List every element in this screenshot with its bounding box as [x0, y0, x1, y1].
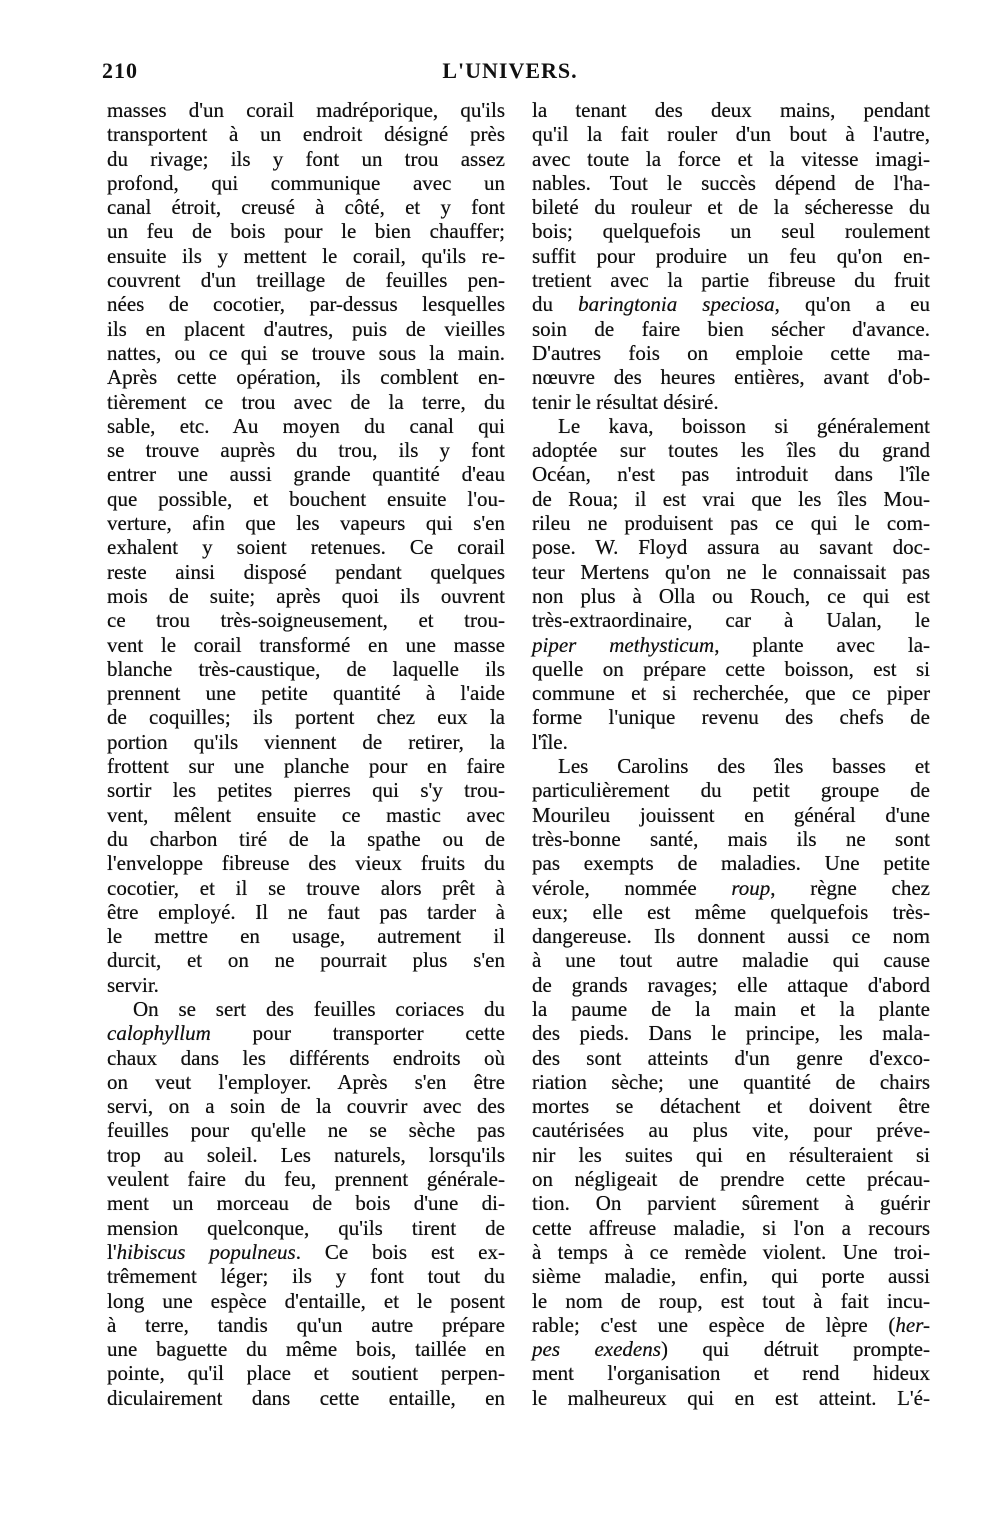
- text-segment: servi, on a soin de la couvrir avec des: [107, 1094, 505, 1119]
- text-line: [532, 973, 930, 997]
- text-segment: on veut l'employer. Après s'en être: [107, 1069, 505, 1094]
- text-segment: avec toute la force et la vitesse imagi-: [532, 146, 930, 171]
- text-segment: cocotier, et il se trouve alors prêt à: [107, 875, 505, 900]
- text-line: [107, 681, 505, 705]
- text-segment: veulent faire du feu, prennent générale-: [107, 1167, 505, 1192]
- text-line: [107, 730, 505, 754]
- text-line: [107, 390, 505, 414]
- text-line: [107, 584, 505, 608]
- text-line: [107, 1118, 505, 1142]
- text-segment: long une espèce d'entaille, et le posent: [107, 1288, 505, 1313]
- text-segment: à une tout autre maladie qui cause: [532, 948, 930, 973]
- text-line: [107, 1386, 505, 1410]
- text-line: [532, 778, 930, 802]
- text-line: [532, 219, 930, 243]
- text-segment: canal étroit, creusé à côté, et y font: [107, 195, 505, 220]
- text-line: [532, 705, 930, 729]
- text-line: [532, 997, 930, 1021]
- text-line: [532, 851, 930, 875]
- text-segment: du rivage; ils y font un trou assez: [107, 146, 505, 171]
- italic-term: roup: [731, 875, 771, 900]
- text-segment: de Roua; il est vrai que les îles Mou-: [532, 486, 930, 511]
- text-segment: portion qu'ils viennent de retirer, la: [107, 729, 505, 754]
- text-line: [532, 268, 930, 292]
- text-line: [107, 924, 505, 948]
- text-line: [107, 122, 505, 146]
- text-segment: eux; elle est même quelquefois très-: [532, 899, 930, 924]
- text-line: [107, 98, 505, 122]
- text-line: [107, 1094, 505, 1118]
- text-segment: soin de faire bien sécher d'avance.: [532, 316, 930, 341]
- text-line: [532, 171, 930, 195]
- text-segment: de grands ravages; elle attaque d'abord: [532, 972, 930, 997]
- text-line: [107, 657, 505, 681]
- italic-term: baringtonia speciosa: [578, 292, 775, 317]
- text-line: [532, 827, 930, 851]
- text-line: [107, 268, 505, 292]
- text-segment: commune et si recherchée, que ce piper: [532, 681, 930, 706]
- text-line: [532, 365, 930, 389]
- text-segment: mois de suite; après quoi ils ouvrent: [107, 583, 505, 608]
- text-line: [107, 900, 505, 924]
- text-segment: adoptée sur toutes les îles du grand: [532, 438, 930, 463]
- text-line: [107, 414, 505, 438]
- text-line: [532, 1070, 930, 1094]
- text-line: [107, 341, 505, 365]
- text-segment: un feu de bois pour le bien chauffer;: [107, 219, 505, 244]
- text-line: [107, 1070, 505, 1094]
- text-line: [107, 754, 505, 778]
- text-segment: tièrement ce trou avec de la terre, du: [107, 389, 505, 414]
- text-segment: nées de cocotier, par-dessus lesquelles: [107, 292, 505, 317]
- text-segment: sortir les petites pierres qui s'y trou-: [107, 778, 505, 803]
- text-line: [107, 803, 505, 827]
- text-segment: mortes se détachent et doivent être: [532, 1094, 930, 1119]
- text-line: [532, 1191, 930, 1215]
- text-segment: le mettre en usage, autrement il: [107, 924, 505, 949]
- text-line: [107, 1289, 505, 1313]
- text-segment: cautérisées au plus vite, pour préve-: [532, 1118, 930, 1143]
- text-line: [532, 633, 930, 657]
- text-segment: durcit, et on ne pourrait plus s'en: [107, 948, 505, 973]
- text-line: [532, 1021, 930, 1045]
- text-line: [107, 1046, 505, 1070]
- text-segment: ils en placent d'autres, puis de vieilles: [107, 316, 505, 341]
- text-segment: cette affreuse maladie, si l'on a recours: [532, 1215, 930, 1240]
- text-segment: frottent sur une planche pour en faire: [107, 754, 505, 779]
- text-line: [532, 438, 930, 462]
- text-line: [107, 511, 505, 535]
- text-segment: exhalent y soient retenues. Ce corail: [107, 535, 505, 560]
- text-segment: Les Carolins des îles basses et: [558, 754, 930, 779]
- text-line: [107, 827, 505, 851]
- text-line: [107, 608, 505, 632]
- text-line: [107, 195, 505, 219]
- text-line: [532, 1167, 930, 1191]
- text-segment: l'enveloppe fibreuse des vieux fruits du: [107, 851, 505, 876]
- text-line: [532, 924, 930, 948]
- text-segment: transportent à un endroit désigné près: [107, 122, 505, 147]
- text-segment: sable, etc. Au moyen du canal qui: [107, 413, 505, 438]
- text-segment: nir les suites qui en résulteraient si: [532, 1142, 930, 1167]
- text-line: [107, 1216, 505, 1240]
- text-line: [532, 560, 930, 584]
- text-segment: du charbon tiré de la spathe ou de: [107, 826, 505, 851]
- italic-term: calophyllum: [107, 1021, 211, 1046]
- text-segment: ce trou très-soigneusement, et trou-: [107, 608, 505, 633]
- text-line: [107, 705, 505, 729]
- text-line: [532, 1264, 930, 1288]
- text-line: [532, 487, 930, 511]
- text-segment: particulièrement du petit groupe de: [532, 778, 930, 803]
- text-line: [532, 244, 930, 268]
- text-line: [532, 292, 930, 316]
- text-segment: à terre, tandis qu'un autre prépare: [107, 1312, 505, 1337]
- text-line: [532, 948, 930, 972]
- text-segment: , règne chez: [770, 875, 930, 900]
- text-segment: D'autres fois on emploie cette ma-: [532, 340, 930, 365]
- text-segment: Après cette opération, ils comblent en-: [107, 365, 505, 390]
- italic-term: hibiscus populneus: [116, 1239, 296, 1264]
- text-segment: Le kava, boisson si généralement: [558, 413, 930, 438]
- text-segment: verture, afin que les vapeurs qui s'en: [107, 511, 505, 536]
- text-line: [107, 171, 505, 195]
- text-segment: qu'il la fait rouler d'un bout à l'autre,: [532, 122, 930, 147]
- text-segment: reste ainsi disposé pendant quelques: [107, 559, 505, 584]
- text-line: [532, 1289, 930, 1313]
- text-line: [107, 1167, 505, 1191]
- text-segment: on négligeait de prendre cette précau-: [532, 1167, 930, 1192]
- text-line: [107, 973, 505, 997]
- text-segment: . Ce bois est ex-: [295, 1239, 505, 1264]
- text-segment: vent le corail transformé en une masse: [107, 632, 505, 657]
- text-segment: bois; quelquefois un seul roulement: [532, 219, 930, 244]
- italic-term: her-: [895, 1312, 930, 1337]
- text-segment: vent, mêlent ensuite ce mastic avec: [107, 802, 505, 827]
- text-line: [532, 803, 930, 827]
- text-line: [532, 414, 930, 438]
- text-segment: blanche très-caustique, de laquelle ils: [107, 656, 505, 681]
- text-segment: prennent une petite quantité à l'aide: [107, 681, 505, 706]
- text-line: [107, 1240, 505, 1264]
- italic-term: piper methysticum: [532, 632, 715, 657]
- text-line: [107, 487, 505, 511]
- text-segment: trêmement léger; ils y font tout du: [107, 1264, 505, 1289]
- text-segment: non plus à Olla ou Rouch, ce qui est: [532, 583, 930, 608]
- text-line: [532, 122, 930, 146]
- text-segment: ensuite ils y mettent le corail, qu'ils re-: [107, 243, 505, 268]
- text-segment: riation sèche; une quantité de chairs: [532, 1069, 930, 1094]
- text-segment: que possible, et bouchent ensuite l'ou-: [107, 486, 505, 511]
- text-segment: sième maladie, enfin, qui porte aussi: [532, 1264, 930, 1289]
- text-segment: l'île.: [532, 729, 568, 754]
- text-line: [107, 365, 505, 389]
- text-segment: diculairement dans cette entaille, en: [107, 1385, 505, 1410]
- text-line: [532, 1216, 930, 1240]
- text-line: [532, 317, 930, 341]
- text-segment: ) qui détruit prompte-: [660, 1337, 930, 1362]
- text-line: [107, 1143, 505, 1167]
- text-segment: couvrent d'un treillage de feuilles pen-: [107, 268, 505, 293]
- text-segment: Mourileu jouissent en général d'une: [532, 802, 930, 827]
- text-segment: à temps à ce remède violent. Une troi-: [532, 1239, 930, 1264]
- text-segment: tretient avec la partie fibreuse du fruit: [532, 268, 930, 293]
- text-segment: On se sert des feuilles coriaces du: [133, 996, 505, 1021]
- text-line: [532, 754, 930, 778]
- text-segment: vérole, nommée: [532, 875, 732, 900]
- text-segment: des sont atteints d'un genre d'exco-: [532, 1045, 930, 1070]
- text-segment: très-extraordinaire, car à Ualan, le: [532, 608, 930, 633]
- text-segment: tion. On parvient sûrement à guérir: [532, 1191, 930, 1216]
- text-segment: Océan, n'est pas introduit dans l'île: [532, 462, 930, 487]
- text-segment: chaux dans les différents endroits où: [107, 1045, 505, 1070]
- text-segment: servir.: [107, 972, 159, 997]
- text-line: [532, 390, 930, 414]
- text-line: [532, 1313, 930, 1337]
- text-line: [107, 876, 505, 900]
- text-segment: l': [107, 1239, 117, 1264]
- text-line: [532, 462, 930, 486]
- text-line: [107, 1021, 505, 1045]
- text-segment: le malheureux qui en est atteint. L'é-: [532, 1385, 930, 1410]
- text-segment: ment un morceau de bois d'une di-: [107, 1191, 505, 1216]
- text-line: [532, 876, 930, 900]
- text-segment: quelle on prépare cette boisson, est si: [532, 656, 930, 681]
- text-line: [532, 657, 930, 681]
- text-segment: nattes, ou ce qui se trouve sous la main.: [107, 340, 505, 365]
- text-segment: feuilles pour qu'elle ne se sèche pas: [107, 1118, 505, 1143]
- text-line: [532, 1143, 930, 1167]
- text-column-right: [532, 98, 930, 1410]
- text-line: [107, 1191, 505, 1215]
- text-line: [532, 900, 930, 924]
- text-line: [532, 1240, 930, 1264]
- text-line: [532, 341, 930, 365]
- text-segment: mension quelconque, qu'ils tirent de: [107, 1215, 505, 1240]
- text-segment: le nom de roup, est tout à fait incu-: [532, 1288, 930, 1313]
- text-segment: , qu'on a eu: [774, 292, 930, 317]
- text-segment: du: [532, 292, 579, 317]
- text-segment: la tenant des deux mains, pendant: [532, 98, 930, 122]
- text-line: [532, 1046, 930, 1070]
- text-line: [532, 195, 930, 219]
- text-segment: pour transporter cette: [210, 1021, 505, 1046]
- text-segment: nables. Tout le succès dépend de l'ha-: [532, 170, 930, 195]
- text-segment: la paume de la main et la plante: [532, 996, 930, 1021]
- text-line: [107, 462, 505, 486]
- text-line: [107, 1264, 505, 1288]
- text-segment: pose. W. Floyd assura au savant doc-: [532, 535, 930, 560]
- text-segment: être employé. Il ne faut pas tarder à: [107, 899, 505, 924]
- text-line: [107, 997, 505, 1021]
- text-segment: teur Mertens qu'on ne le connaissait pas: [532, 559, 930, 584]
- text-segment: entrer une aussi grande quantité d'eau: [107, 462, 505, 487]
- text-line: [107, 244, 505, 268]
- text-segment: une baguette du même bois, taillée en: [107, 1337, 505, 1362]
- text-line: [532, 511, 930, 535]
- text-line: [532, 1118, 930, 1142]
- text-segment: se trouve auprès du trou, ils y font: [107, 438, 505, 463]
- text-line: [107, 633, 505, 657]
- text-line: [107, 560, 505, 584]
- text-segment: dangereuse. Ils donnent aussi ce nom: [532, 924, 930, 949]
- text-segment: pas exempts de maladies. Une petite: [532, 851, 930, 876]
- text-segment: trop au soleil. Les naturels, lorsqu'ils: [107, 1142, 505, 1167]
- italic-term: pes exedens: [532, 1337, 661, 1362]
- text-line: [532, 98, 930, 122]
- text-segment: tenir le résultat désiré.: [532, 389, 719, 414]
- text-line: [107, 438, 505, 462]
- text-line: [107, 317, 505, 341]
- text-line: [532, 608, 930, 632]
- text-segment: bileté du rouleur et de la sécheresse du: [532, 195, 930, 220]
- text-line: [532, 681, 930, 705]
- running-title: L'UNIVERS.: [442, 58, 578, 83]
- text-segment: ment l'organisation et rend hideux: [532, 1361, 930, 1386]
- text-line: [107, 147, 505, 171]
- text-line: [532, 147, 930, 171]
- text-segment: rable; c'est une espèce de lèpre (: [532, 1312, 896, 1337]
- text-line: [107, 778, 505, 802]
- text-segment: , plante avec la-: [714, 632, 931, 657]
- text-line: [107, 948, 505, 972]
- text-line: [107, 851, 505, 875]
- text-segment: nœuvre des heures entières, avant d'ob-: [532, 365, 930, 390]
- text-line: [532, 1386, 930, 1410]
- text-line: [532, 730, 930, 754]
- text-line: [107, 1361, 505, 1385]
- text-line: [107, 535, 505, 559]
- text-segment: suffit pour produire un feu qu'on en-: [532, 243, 930, 268]
- text-line: [532, 584, 930, 608]
- page-number: 210: [102, 58, 138, 83]
- text-segment: de coquilles; ils portent chez eux la: [107, 705, 505, 730]
- text-line: [107, 219, 505, 243]
- text-line: [107, 1313, 505, 1337]
- text-column-left: [107, 98, 505, 1410]
- text-line: [532, 535, 930, 559]
- text-segment: forme l'unique revenu des chefs de: [532, 705, 930, 730]
- text-segment: rileu ne produisent pas ce qui le com-: [532, 511, 930, 536]
- text-line: [107, 1337, 505, 1361]
- text-line: [532, 1361, 930, 1385]
- text-line: [532, 1337, 930, 1361]
- text-line: [532, 1094, 930, 1118]
- text-line: [107, 292, 505, 316]
- text-segment: des pieds. Dans le principe, les mala-: [532, 1021, 930, 1046]
- text-segment: très-bonne santé, mais ils ne sont: [532, 826, 930, 851]
- text-segment: pointe, qu'il place et soutient perpen-: [107, 1361, 505, 1386]
- text-segment: profond, qui communique avec un: [107, 170, 505, 195]
- text-segment: masses d'un corail madréporique, qu'ils: [107, 98, 505, 122]
